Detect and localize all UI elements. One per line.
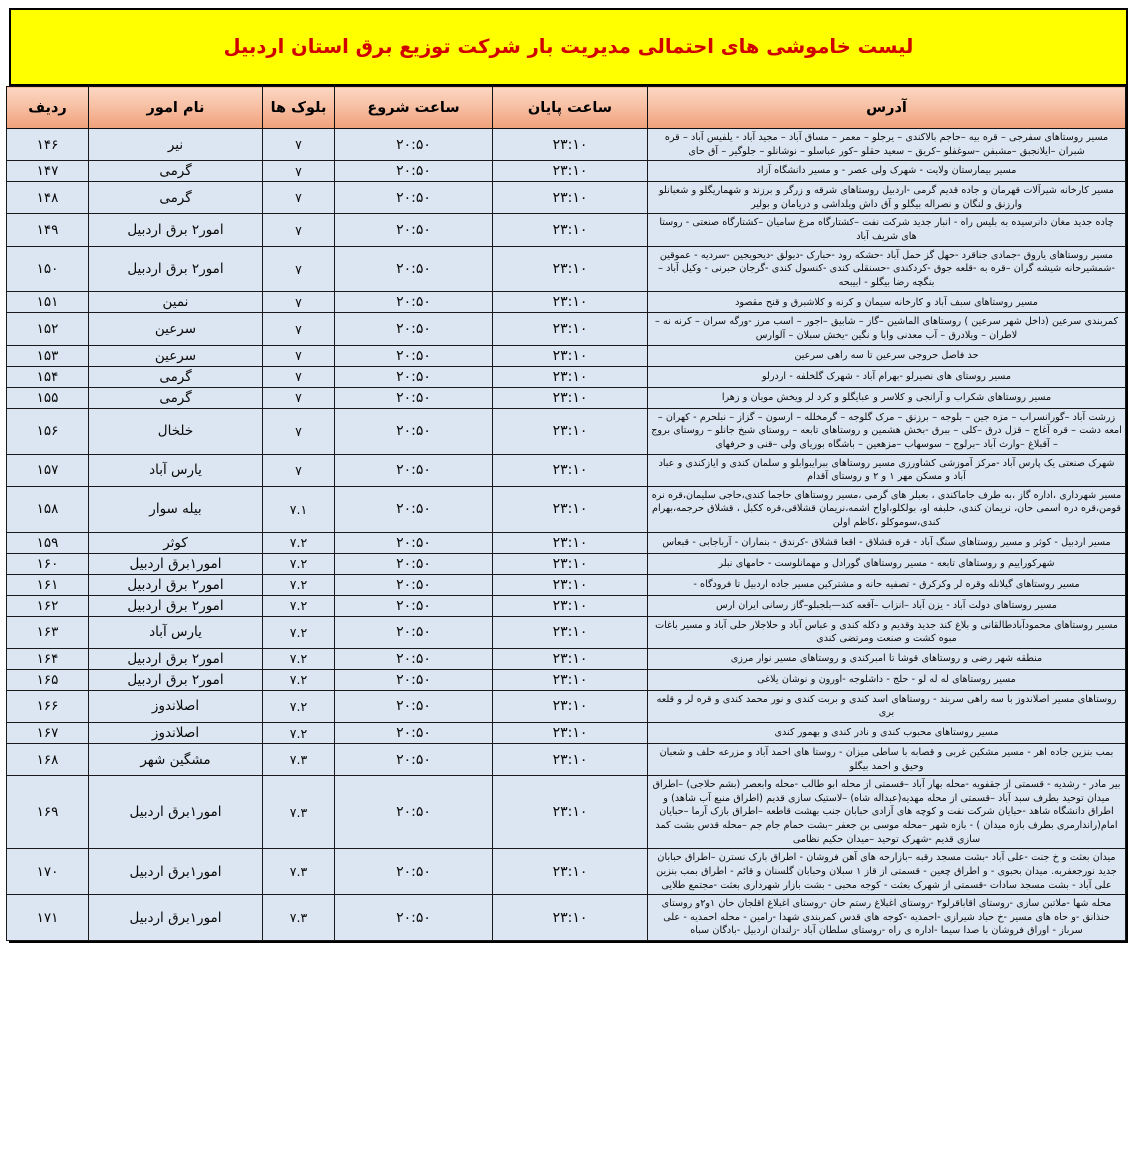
cell-start-time: ۲۰:۵۰ <box>335 776 493 849</box>
cell-row-number: ۱۴۹ <box>7 214 89 246</box>
cell-address: شهرکوراییم و روستاهای تابعه - مسیر روستاهای گورادل و مهمانلوست - حامهای نبلر <box>648 553 1126 574</box>
cell-blocks: ۷ <box>263 387 335 408</box>
cell-start-time: ۲۰:۵۰ <box>335 214 493 246</box>
cell-blocks: ۷.۳ <box>263 744 335 776</box>
cell-end-time: ۲۳:۱۰ <box>493 532 648 553</box>
cell-blocks: ۷.۲ <box>263 669 335 690</box>
cell-address: مسیر روستاهای محمودآبادطالقانی و بلاغ کند جدید وقدیم و دکله کندی و عباس آباد و حلاجلار حلی آباد و مسیر باغات مبوه کشت و صنعت ومرتضی کندی <box>648 616 1126 648</box>
cell-end-time: ۲۳:۱۰ <box>493 292 648 313</box>
table-row <box>7 387 1126 408</box>
cell-department: امور۲ برق اردبیل <box>89 595 263 616</box>
cell-department: یارس آباد <box>89 616 263 648</box>
cell-blocks: ۷ <box>263 161 335 182</box>
cell-start-time: ۲۰:۵۰ <box>335 313 493 345</box>
cell-start-time: ۲۰:۵۰ <box>335 648 493 669</box>
cell-department: مشگین شهر <box>89 744 263 776</box>
cell-end-time: ۲۳:۱۰ <box>493 574 648 595</box>
cell-address: مسیر روستاهای دولت آباد - یزن آباد –انزاب –آقعه کند—بلجبلو–گاز رسانی ایران ارس <box>648 595 1126 616</box>
table-row <box>7 486 1126 532</box>
cell-start-time: ۲۰:۵۰ <box>335 292 493 313</box>
cell-department: امور۲ برق اردبیل <box>89 669 263 690</box>
cell-start-time: ۲۰:۵۰ <box>335 345 493 366</box>
table-row <box>7 574 1126 595</box>
cell-address: شهرک صنعتی یک پارس آباد -مرکز آموزشی کشاورزی مسیر روستاهای ببرایبوابلو و سلمان کندی و ایازکندی و عباد آباد و مسکن مهر ۱ و ۲ و روستای آقدام <box>648 454 1126 486</box>
table-row <box>7 895 1126 941</box>
cell-end-time: ۲۳:۱۰ <box>493 595 648 616</box>
cell-start-time: ۲۰:۵۰ <box>335 574 493 595</box>
cell-end-time: ۲۳:۱۰ <box>493 553 648 574</box>
cell-address: چاده جدید مغان دانرسیده به بلیس راه - انبار جدید شرکت نفت –کشتارگاه مرغ سامیان –کشتارگاه صنعتی - روستا های شریف آباد <box>648 214 1126 246</box>
cell-department: نمین <box>89 292 263 313</box>
cell-address: بیر مادر - رشدیه - قسمتی از جقفویه -محله بهار آباد –قسمتی از محله ابو طالب -محله وابعصر (بشم حلاجی) –اطراق میدان توحید بطرف سبد آباد –قسمتی از محله مهدیه(عبداله شاه) –لاستیک سازی قدیم (اطراق منبع آب شاهد) و اطراق دانشگاه شاهد -حبایان شرکت نفت و کوچه های آزادی حبابان جنب بهشت قاطعه –اطراق بازک آرما –حبایان امام(راندارمری بطرف بازه میدان ) - بازه شهر –محله موسی بن جعفر –بشت حمام جام جم –محله قدس بشت کمد سازی قدیم -شهرک توحید –میدان حکیم نظامی <box>648 776 1126 849</box>
cell-start-time: ۲۰:۵۰ <box>335 690 493 722</box>
cell-blocks: ۷.۲ <box>263 616 335 648</box>
cell-row-number: ۱۶۴ <box>7 648 89 669</box>
cell-start-time: ۲۰:۵۰ <box>335 895 493 941</box>
cell-department: امور۲ برق اردبیل <box>89 648 263 669</box>
cell-end-time: ۲۳:۱۰ <box>493 313 648 345</box>
cell-department: گرمی <box>89 387 263 408</box>
cell-start-time: ۲۰:۵۰ <box>335 723 493 744</box>
table-row <box>7 366 1126 387</box>
cell-start-time: ۲۰:۵۰ <box>335 246 493 292</box>
table-row <box>7 553 1126 574</box>
table-row <box>7 246 1126 292</box>
cell-start-time: ۲۰:۵۰ <box>335 387 493 408</box>
cell-address: حد فاصل حروجی سرعین تا سه راهی سرعین <box>648 345 1126 366</box>
cell-address: مسیر روستاهای له له لو - حلج - داشلوجه -اورون و نوشان یلاغی <box>648 669 1126 690</box>
cell-end-time: ۲۳:۱۰ <box>493 387 648 408</box>
column-header-address: آدرس <box>648 87 1126 129</box>
cell-row-number: ۱۵۰ <box>7 246 89 292</box>
cell-blocks: ۷.۲ <box>263 574 335 595</box>
cell-blocks: ۷ <box>263 366 335 387</box>
cell-start-time: ۲۰:۵۰ <box>335 182 493 214</box>
cell-blocks: ۷.۳ <box>263 776 335 849</box>
cell-blocks: ۷ <box>263 454 335 486</box>
table-row <box>7 776 1126 849</box>
outage-schedule-table <box>6 86 1126 941</box>
cell-start-time: ۲۰:۵۰ <box>335 454 493 486</box>
cell-blocks: ۷.۲ <box>263 532 335 553</box>
cell-row-number: ۱۵۲ <box>7 313 89 345</box>
cell-end-time: ۲۳:۱۰ <box>493 776 648 849</box>
cell-row-number: ۱۵۱ <box>7 292 89 313</box>
cell-address: روستاهای مسیر اصلاندوز با سه راهی سربند - روستاهای اسد کندی و بربت کندی و نور محمد کندی و قره لر و قلعه بری <box>648 690 1126 722</box>
cell-end-time: ۲۳:۱۰ <box>493 669 648 690</box>
cell-end-time: ۲۳:۱۰ <box>493 161 648 182</box>
cell-row-number: ۱۴۷ <box>7 161 89 182</box>
cell-address: مسیر روستاهای سبف آباد و کارخانه سیمان و کرنه و کلاشبرق و قنح مقصود <box>648 292 1126 313</box>
cell-start-time: ۲۰:۵۰ <box>335 669 493 690</box>
table-row <box>7 182 1126 214</box>
cell-end-time: ۲۳:۱۰ <box>493 690 648 722</box>
column-header-blocks: بلوک ها <box>263 87 335 129</box>
cell-blocks: ۷ <box>263 246 335 292</box>
cell-row-number: ۱۶۲ <box>7 595 89 616</box>
cell-start-time: ۲۰:۵۰ <box>335 532 493 553</box>
cell-department: امور۱برق اردبیل <box>89 776 263 849</box>
column-header-department: نام امور <box>89 87 263 129</box>
cell-row-number: ۱۴۶ <box>7 129 89 161</box>
cell-department: امور۲ برق اردبیل <box>89 214 263 246</box>
cell-department: کوثر <box>89 532 263 553</box>
cell-address: مسیر کارخانه شیرآلات قهرمان و جاده قدیم گرمی -اردبیل روستاهای شرقه و زرگر و برزند و شهماریگلو و شعبانلو وارزنق و لنگان و نصراله بیگلو و آق داش ویلداشی و دریامان و بولیر <box>648 182 1126 214</box>
cell-row-number: ۱۶۹ <box>7 776 89 849</box>
cell-address: بمب بنزین جاده اهر - مسیر مشکین غربی و قصابه با ساطی میزان - روستا های احمد آباد و مزرعه حلف و شعبان وحیق و احمد بیگلو <box>648 744 1126 776</box>
cell-row-number: ۱۵۷ <box>7 454 89 486</box>
cell-address: مسیر بیمارستان ولایت - شهرک ولی عصر - و مسیر دانشگاه آزاد <box>648 161 1126 182</box>
cell-blocks: ۷ <box>263 292 335 313</box>
table-row <box>7 161 1126 182</box>
cell-start-time: ۲۰:۵۰ <box>335 553 493 574</box>
cell-end-time: ۲۳:۱۰ <box>493 744 648 776</box>
cell-start-time: ۲۰:۵۰ <box>335 616 493 648</box>
cell-start-time: ۲۰:۵۰ <box>335 486 493 532</box>
cell-row-number: ۱۶۸ <box>7 744 89 776</box>
cell-blocks: ۷ <box>263 408 335 454</box>
column-header-start-time: ساعت شروع <box>335 87 493 129</box>
cell-blocks: ۷ <box>263 214 335 246</box>
cell-address: مسیر روستاهای گیلانله وقره لر وکرکرق - تصفیه حانه و مشترکین مسیر جاده اردبیل تا فرودگاه - <box>648 574 1126 595</box>
cell-row-number: ۱۶۷ <box>7 723 89 744</box>
cell-row-number: ۱۶۶ <box>7 690 89 722</box>
cell-department: سرعین <box>89 345 263 366</box>
cell-blocks: ۷.۲ <box>263 690 335 722</box>
cell-row-number: ۱۷۱ <box>7 895 89 941</box>
cell-department: امور۱برق اردبیل <box>89 895 263 941</box>
table-row <box>7 744 1126 776</box>
cell-start-time: ۲۰:۵۰ <box>335 408 493 454</box>
cell-end-time: ۲۳:۱۰ <box>493 849 648 895</box>
cell-department: گرمی <box>89 161 263 182</box>
cell-department: اصلاندوز <box>89 690 263 722</box>
cell-blocks: ۷ <box>263 345 335 366</box>
column-header-row-number: ردیف <box>7 87 89 129</box>
cell-blocks: ۷ <box>263 182 335 214</box>
cell-end-time: ۲۳:۱۰ <box>493 408 648 454</box>
table-row <box>7 292 1126 313</box>
cell-row-number: ۱۵۸ <box>7 486 89 532</box>
cell-start-time: ۲۰:۵۰ <box>335 595 493 616</box>
table-row <box>7 723 1126 744</box>
cell-row-number: ۱۷۰ <box>7 849 89 895</box>
cell-address: مسیر روستای های نصیرلو -بهرام آباد - شهرک گلخلفه - اردرلو <box>648 366 1126 387</box>
table-row <box>7 408 1126 454</box>
cell-end-time: ۲۳:۱۰ <box>493 723 648 744</box>
cell-address: منطقه شهر رضی و روستاهای قوشا تا امبرکندی و روستاهای مسیر نوار مرزی <box>648 648 1126 669</box>
cell-end-time: ۲۳:۱۰ <box>493 616 648 648</box>
cell-row-number: ۱۴۸ <box>7 182 89 214</box>
table-row <box>7 595 1126 616</box>
cell-address: مسیر روستاهای یاروق -جمادی جناقرد -حهل گز حمل آباد -حشکه رود -حبارک -دیولق -دیحویجین -سردیه - عموقین -شمشیرحانه شیشه گران –قره به -قلعه جوق -کردکندی -حسنقلی کندی -کنسول کندی -گرجان حبرنی - وکیل آباد –بنگچه رضا بیگلو - ابیبحه <box>648 246 1126 292</box>
cell-department: اصلاندوز <box>89 723 263 744</box>
cell-blocks: ۷.۲ <box>263 553 335 574</box>
cell-blocks: ۷.۲ <box>263 648 335 669</box>
cell-row-number: ۱۶۳ <box>7 616 89 648</box>
cell-department: بیله سوار <box>89 486 263 532</box>
cell-row-number: ۱۵۳ <box>7 345 89 366</box>
table-body <box>7 129 1126 941</box>
cell-department: گرمی <box>89 182 263 214</box>
header-row <box>7 87 1126 129</box>
cell-blocks: ۷.۲ <box>263 595 335 616</box>
cell-row-number: ۱۵۶ <box>7 408 89 454</box>
table-row <box>7 214 1126 246</box>
cell-address: مسیر روستاهای سفرجی – قره بیه –حاجم بالاکندی – یرجلو – معمر – مساق آباد – مجید آباد - یلفیس آباد – قره شبران –ایلانجبق –مشبفن –سوغفلو –کریق – سعید حقلو –کور عباسلو – نوشانلو – جلوگیر – آق حای <box>648 129 1126 161</box>
page-title: لیست خاموشی های احتمالی مدیریت بار شرکت توزیع برق استان اردبیل <box>223 34 914 58</box>
cell-address: مسیر روستاهای محبوب کندی و نادر کندی و بهمور کندی <box>648 723 1126 744</box>
cell-row-number: ۱۶۱ <box>7 574 89 595</box>
cell-end-time: ۲۳:۱۰ <box>493 345 648 366</box>
table-row <box>7 129 1126 161</box>
cell-address: مسیر شهرداری ،اداره گاز ،به طرف جاماکندی ، بعبلر های گرمی ،مسیر روستاهای حاجما کندی،حاجی سلیمان،قره نره قومن،قره دره اسمی حان، نریمان کندی، حلبفه او، بولکلو،اواح اشمه،نریمان قشلاقی،قره ککبل ، قشلاق حرجمه،بهرام کندی،سوموکلو ،کاظم اولن <box>648 486 1126 532</box>
cell-address: محله شها -ملاتبن سازی -روستای اقاباقرلو۲ -روستای اغبلاغ رستم حان -روستای اغبلاغ اقلجان حان ۱و۲و روستای حنذانق -و حاه های مسیر -خ حباد شیرازی -احمدیه -کوجه های قدس کمربندی شهدا -رامین - محله احمدیه - علی سرباز - اوراق فروشان با صدا سیما -اداره ی راه -روستای سلطان آباد -زلندان اردبیل -بادگان سباه <box>648 895 1126 941</box>
cell-blocks: ۷.۲ <box>263 723 335 744</box>
cell-department: امور۲ برق اردبیل <box>89 574 263 595</box>
table-row <box>7 690 1126 722</box>
table-header <box>7 87 1126 129</box>
table-row <box>7 648 1126 669</box>
cell-department: امور۱برق اردبیل <box>89 553 263 574</box>
cell-end-time: ۲۳:۱۰ <box>493 648 648 669</box>
title-banner <box>11 10 1126 86</box>
cell-end-time: ۲۳:۱۰ <box>493 246 648 292</box>
cell-row-number: ۱۵۴ <box>7 366 89 387</box>
cell-address: زرشت آباد –گورانسراب – مزه جین – بلوجه – برزنق – مرک گلوجه – گرمخلله – ارسون – گزاز – نبلحرم - کهران – امعه دشت – قره آغاج – قزل درق –کلی – ببرق -بخش هشمین و روستاهای تابعه – روستای شبخ جانلو – روستای بروج – آقبلاغ –وارث آباد –برلوج – سوسهاب –مزهعین – باشگاه بوریای ولی –قنی و حرفهای <box>648 408 1126 454</box>
cell-blocks: ۷.۱ <box>263 486 335 532</box>
cell-start-time: ۲۰:۵۰ <box>335 744 493 776</box>
cell-department: یارس آباد <box>89 454 263 486</box>
cell-start-time: ۲۰:۵۰ <box>335 366 493 387</box>
table-row <box>7 532 1126 553</box>
table-row <box>7 454 1126 486</box>
cell-row-number: ۱۶۵ <box>7 669 89 690</box>
cell-address: کمربندی سرعین (داخل شهر سرعین ) روستاهای الماشین –گاز – شابیق –اجور – اسب مرز -ورگه سران – کرنه نه – لاطران – ویلادرق – آب معدنی وابا و نگین -یخش سبلان – آلوارس <box>648 313 1126 345</box>
cell-end-time: ۲۳:۱۰ <box>493 366 648 387</box>
cell-department: نیر <box>89 129 263 161</box>
cell-row-number: ۱۵۹ <box>7 532 89 553</box>
cell-end-time: ۲۳:۱۰ <box>493 486 648 532</box>
cell-blocks: ۷.۳ <box>263 895 335 941</box>
cell-blocks: ۷ <box>263 129 335 161</box>
cell-end-time: ۲۳:۱۰ <box>493 454 648 486</box>
cell-blocks: ۷.۳ <box>263 849 335 895</box>
cell-department: گرمی <box>89 366 263 387</box>
cell-department: سرعین <box>89 313 263 345</box>
cell-row-number: ۱۶۰ <box>7 553 89 574</box>
cell-end-time: ۲۳:۱۰ <box>493 129 648 161</box>
table-row <box>7 313 1126 345</box>
table-row <box>7 616 1126 648</box>
cell-blocks: ۷ <box>263 313 335 345</box>
cell-end-time: ۲۳:۱۰ <box>493 182 648 214</box>
table-row <box>7 669 1126 690</box>
cell-department: امور۲ برق اردبیل <box>89 246 263 292</box>
cell-address: مسیر روستاهای شکراب و آرانجی و کلاسر و عبایگلو و کرد لر ویخش مویان و زهرا <box>648 387 1126 408</box>
cell-address: میدان بعثت و خ جنت -علی آباد -بشت مسجد رقبه –بازارحه های آهن فروشان - اطراق بارک نسترن –اطراق حبابان جدید نورجعفربه. میدان بحبوی - و اطراق چعین - قسمتی از قاز ۱ سبلان وحبابان گلسنان و قائم - اطراق بمب بنزین علی آباد - بشت مسجد سادات -قسمتی از شهرک بعثت - کوجه محبی - بشت بازار شهرداری بعثت -مجتمع طلایی <box>648 849 1126 895</box>
table-row <box>7 345 1126 366</box>
cell-start-time: ۲۰:۵۰ <box>335 129 493 161</box>
table-row <box>7 849 1126 895</box>
cell-department: امور۱برق اردبیل <box>89 849 263 895</box>
cell-start-time: ۲۰:۵۰ <box>335 849 493 895</box>
cell-end-time: ۲۳:۱۰ <box>493 895 648 941</box>
cell-department: خلخال <box>89 408 263 454</box>
cell-row-number: ۱۵۵ <box>7 387 89 408</box>
cell-start-time: ۲۰:۵۰ <box>335 161 493 182</box>
column-header-end-time: ساعت پایان <box>493 87 648 129</box>
cell-address: مسیر اردبیل - کوثر و مسیر روستاهای سنگ آباد - قره قشلاق - اقعا قشلاق -کرندق - بنماران - آرباجابی - قبعاس <box>648 532 1126 553</box>
cell-end-time: ۲۳:۱۰ <box>493 214 648 246</box>
table-frame <box>9 8 1128 943</box>
